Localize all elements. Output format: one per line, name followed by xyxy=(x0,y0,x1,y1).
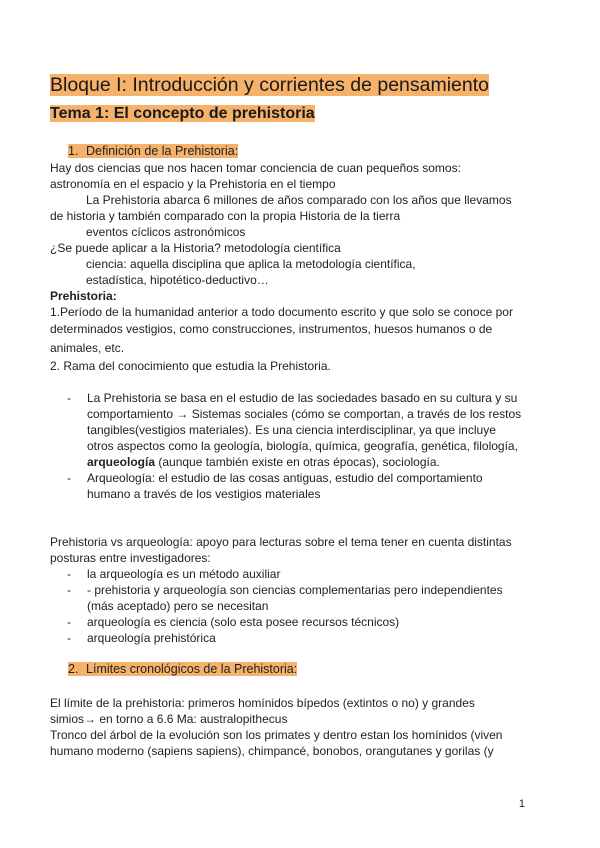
bullet-1-line-2: comportamiento → Sistemas sociales (cómo se comportan, a través de los restos xyxy=(87,407,522,421)
definition-1-line-3: animales, etc. xyxy=(50,341,125,355)
bullet-dash: - xyxy=(67,583,71,597)
bullet-dash: - xyxy=(67,471,71,485)
bullet-2-line-2: humano a través de los vestigios materiales xyxy=(87,487,321,501)
limits-line-2: simios→ en torno a 6.6 Ma: australopithecus xyxy=(50,712,288,726)
bullet-2-line-1: Arqueología: el estudio de las cosas antiguas, estudio del comportamiento xyxy=(87,471,483,485)
limits-line-3: Tronco del árbol de la evolución son los primates y dentro estan los homínidos (viven xyxy=(50,728,503,742)
bullet-dash: - xyxy=(67,391,71,405)
definition-2: 2. Rama del conocimiento que estudia la Prehistoria. xyxy=(50,359,331,373)
definition-1-line-1: 1.Período de la humanidad anterior a todo documento escrito y que solo se conoce por xyxy=(50,305,513,319)
intro-line-4: de historia y también comparado con la propia Historia de la tierra xyxy=(50,209,401,223)
bullet-dash: - xyxy=(67,615,71,629)
page-number: 1 xyxy=(518,798,525,810)
vs-line-2: posturas entre investigadores: xyxy=(50,551,211,565)
section-heading-1: 1. Definición de la Prehistoria: xyxy=(68,144,239,158)
limits-line-1: El límite de la prehistoria: primeros homínidos bípedos (extintos o no) y grandes xyxy=(50,696,475,710)
vs-bullet-3: arqueología es ciencia (solo esta posee recursos técnicos) xyxy=(87,615,400,629)
vs-bullet-1: la arqueología es un método auxiliar xyxy=(87,567,281,581)
vs-line-1: Prehistoria vs arqueología: apoyo para lecturas sobre el tema tener en cuenta distintas xyxy=(50,535,512,549)
vs-bullet-2-cont: (más aceptado) pero se necesitan xyxy=(87,599,269,613)
definition-1-line-2: determinados vestigios, como construcciones, instrumentos, huesos humanos o de xyxy=(50,322,493,336)
page-subtitle: Tema 1: El concepto de prehistoria xyxy=(50,105,315,122)
intro-line-1: Hay dos ciencias que nos hacen tomar conciencia de cuan pequeños somos: xyxy=(50,161,461,175)
page-title: Bloque I: Introducción y corrientes de pensamiento xyxy=(50,74,490,96)
vs-bullet-2: - prehistoria y arqueología son ciencias complementarias pero independientes xyxy=(87,583,503,597)
intro-line-2: astronomía en el espacio y la Prehistoria en el tiempo xyxy=(50,177,336,191)
bullet-1-line-4: otros aspectos como la geología, biología, química, geografía, genética, filología, xyxy=(87,439,518,453)
bullet-dash: - xyxy=(67,567,71,581)
bullet-1-line-1: La Prehistoria se basa en el estudio de las sociedades basado en su cultura y su xyxy=(87,391,518,405)
prehistoria-label: Prehistoria: xyxy=(50,289,117,303)
bullet-1-line-5: arqueología (aunque también existe en otras épocas), sociología. xyxy=(87,455,440,469)
intro-line-7: ciencia: aquella disciplina que aplica la metodología científica, xyxy=(86,257,416,271)
bullet-dash: - xyxy=(67,631,71,645)
intro-line-8: estadística, hipotético-deductivo… xyxy=(86,273,269,287)
intro-line-6: ¿Se puede aplicar a la Historia? metodología científica xyxy=(50,241,341,255)
section-heading-2: 2. Límites cronológicos de la Prehistoria: xyxy=(68,662,298,676)
intro-line-5: eventos cíclicos astronómicos xyxy=(86,225,246,239)
intro-line-3: La Prehistoria abarca 6 millones de años comparado con los años que llevamos xyxy=(86,193,512,207)
bullet-1-line-3: tangibles(vestigios materiales). Es una ciencia interdisciplinar, ya que incluye xyxy=(87,423,496,437)
limits-line-4: humano moderno (sapiens sapiens), chimpancé, bonobos, orangutanes y gorilas (y xyxy=(50,744,494,758)
vs-bullet-4: arqueología prehistórica xyxy=(87,631,216,645)
